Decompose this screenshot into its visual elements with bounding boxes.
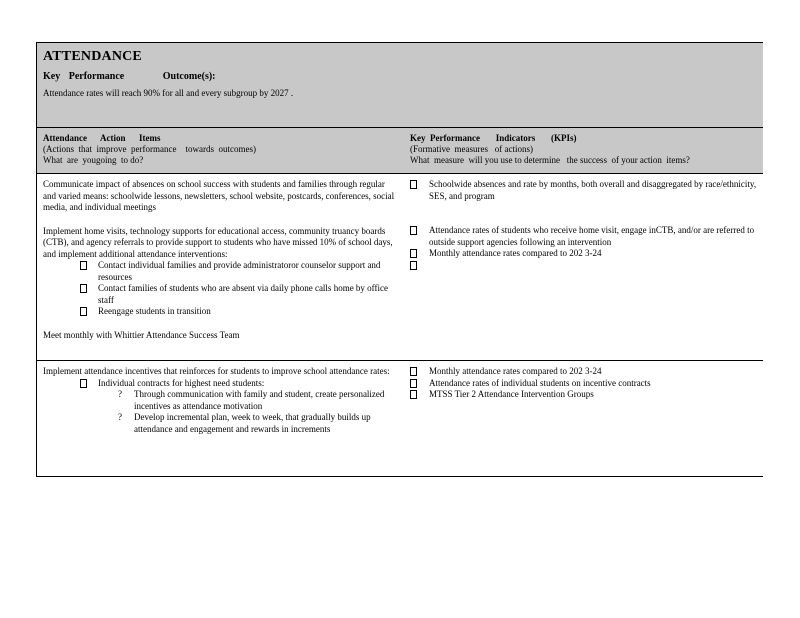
bullet-box-icon — [410, 367, 417, 376]
header-left-title: Attendance Action Items — [43, 133, 161, 143]
key-performance-outcome-label — [43, 71, 763, 82]
title-band — [37, 43, 763, 128]
kpo-word-outcomes: Outcome(s): — [162, 71, 216, 82]
list-item: Contact families of students who are absent via daily phone calls home by office staff — [80, 283, 397, 306]
list-item — [410, 260, 757, 270]
table-row — [37, 174, 763, 361]
list-item: Monthly attendance rates compared to 202 3-24 — [410, 366, 757, 378]
bullet-box-icon — [80, 261, 87, 270]
row2-kpis — [403, 361, 763, 476]
kpo-word-key: Key — [43, 71, 61, 82]
kpo-word-performance: Performance — [68, 71, 125, 82]
bullet-box-icon — [410, 249, 417, 258]
header-right-sub2: What measure will you use to determine the success of your action items? — [410, 155, 690, 165]
page-title: ATTENDANCE — [43, 49, 142, 64]
bullet-box-icon — [80, 379, 87, 388]
question-mark-bullet: ? — [118, 412, 122, 422]
outcome-statement: Attendance rates will reach 90% for all and every subgroup by 2027 . — [43, 88, 294, 98]
bullet-box-icon — [80, 307, 87, 316]
header-kpis — [403, 128, 763, 173]
list-item: Attendance rates of students who receive home visit, engage inCTB, and/or are referred to outside support agencies following an intervention — [410, 225, 757, 248]
row1-kpis — [403, 174, 763, 360]
list-item: MTSS Tier 2 Attendance Intervention Groups — [410, 389, 757, 401]
header-left-sub1: (Actions that improve performance towards outcomes) — [43, 144, 256, 154]
list-item: Contact individual families and provide administratoror counselor support and resources — [80, 260, 397, 283]
bullet-box-icon — [410, 379, 417, 388]
list-item: Individual contracts for highest need students: — [80, 378, 397, 390]
bullet-box-icon — [80, 284, 87, 293]
row1-action-items — [37, 174, 403, 360]
row1-paragraph-communicate: Communicate impact of absences on school success with students and families through regular and varied means: schoolwide lessons, newsletters, school website, postcards, conferences, social media, and individual meetings — [43, 179, 395, 212]
header-right-sub1: (Formative measures of actions) — [410, 144, 533, 154]
table-header — [37, 128, 763, 174]
header-right-title: Key Performance Indicators (KPIs) — [410, 133, 577, 143]
header-action-items — [37, 128, 403, 173]
bullet-box-icon — [410, 261, 417, 270]
list-item: Attendance rates of individual students on incentive contracts — [410, 378, 757, 390]
list-item: Monthly attendance rates compared to 202 3-24 — [410, 248, 757, 260]
row1-paragraph-meet: Meet monthly with Whittier Attendance Success Team — [43, 329, 240, 340]
header-left-sub2: What are yougoing to do? — [43, 155, 144, 165]
attendance-sheet — [36, 42, 763, 477]
table-row — [37, 361, 763, 476]
list-item: Schoolwide absences and rate by months, both overall and disaggregated by race/ethnicity, SES, and program — [410, 179, 757, 202]
row2-action-items — [37, 361, 403, 476]
question-mark-bullet: ? — [118, 389, 122, 399]
row2-paragraph-incentives: Implement attendance incentives that reinforces for students to improve school attendance rates: — [43, 366, 390, 376]
bullet-box-icon — [410, 226, 417, 235]
list-item: Reengage students in transition — [80, 306, 397, 318]
list-item: ? Through communication with family and student, create personalized incentives as attendance motivation — [118, 389, 385, 411]
bullet-box-icon — [410, 180, 417, 189]
bullet-box-icon — [410, 390, 417, 399]
list-item: ? Develop incremental plan, week to week, that gradually builds up attendance and engagement and rewards in increments — [118, 412, 371, 434]
row1-paragraph-implement: Implement home visits, technology supports for educational access, community truancy boards (CTB), and agency referrals to provide support to students who have missed 10% of school days, and implement additional attendance interventions: — [43, 225, 393, 259]
